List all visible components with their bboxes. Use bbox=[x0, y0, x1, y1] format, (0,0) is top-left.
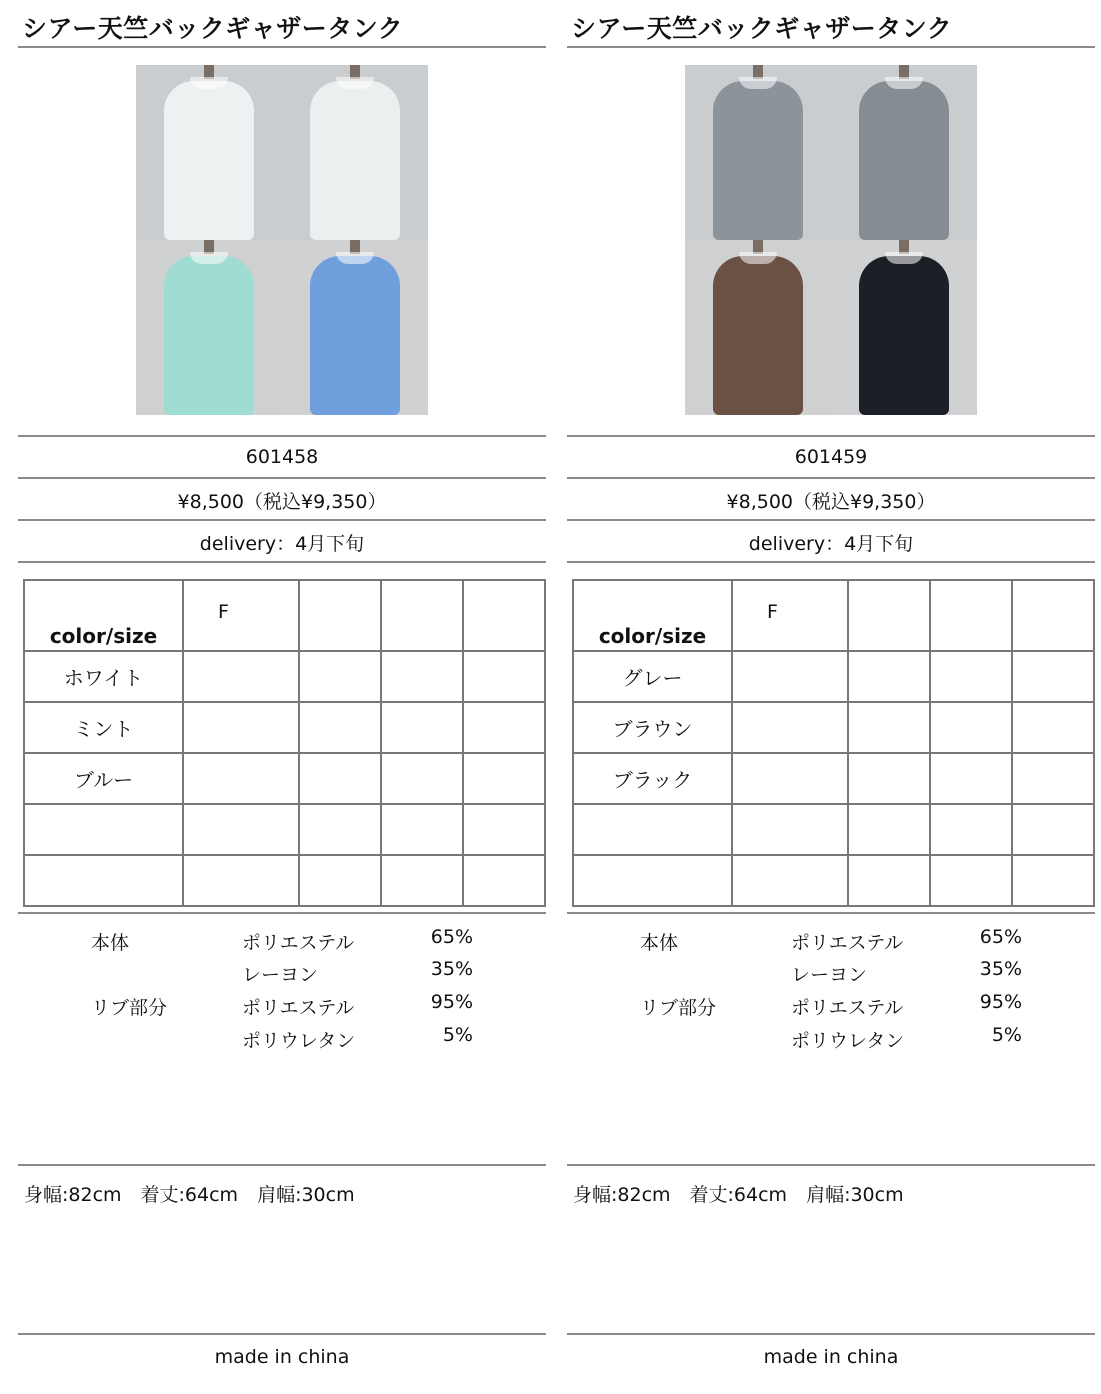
color-cell bbox=[24, 855, 183, 906]
quantity-cell bbox=[381, 753, 463, 804]
quantity-cell bbox=[463, 753, 545, 804]
size-header-cell bbox=[381, 580, 463, 651]
material-part: リブ部分 bbox=[640, 997, 717, 1019]
table-row bbox=[24, 651, 545, 702]
divider bbox=[18, 46, 546, 48]
product-sheet-right bbox=[567, 0, 1095, 1394]
quantity-cell bbox=[381, 702, 463, 753]
garment-shape bbox=[859, 81, 949, 240]
quantity-cell bbox=[930, 702, 1012, 753]
color-cell: ブラック bbox=[573, 753, 732, 804]
material-percent: 65% bbox=[430, 926, 473, 948]
material-name: レーヨン bbox=[242, 964, 319, 986]
quantity-cell bbox=[732, 702, 848, 753]
size-header-cell bbox=[930, 580, 1012, 651]
quantity-cell bbox=[1012, 753, 1094, 804]
quantity-cell bbox=[183, 855, 299, 906]
garment-shape bbox=[859, 256, 949, 415]
quantity-cell bbox=[183, 651, 299, 702]
size-header-cell bbox=[463, 580, 545, 651]
quantity-cell bbox=[732, 753, 848, 804]
garment-shape bbox=[713, 256, 803, 415]
quantity-cell bbox=[848, 855, 930, 906]
material-percent: 35% bbox=[979, 958, 1022, 980]
color-cell: ホワイト bbox=[24, 651, 183, 702]
color-size-header: color/size bbox=[24, 580, 183, 651]
divider bbox=[567, 46, 1095, 48]
product-photo-blue-front bbox=[282, 240, 428, 415]
quantity-cell bbox=[463, 702, 545, 753]
divider bbox=[18, 1164, 546, 1166]
table-row bbox=[24, 855, 545, 906]
product-photo-grey-back bbox=[831, 65, 977, 240]
garment-shape bbox=[713, 81, 803, 240]
quantity-cell bbox=[930, 804, 1012, 855]
quantity-cell bbox=[299, 855, 381, 906]
divider bbox=[18, 561, 546, 563]
material-name: ポリウレタン bbox=[242, 1030, 356, 1052]
material-name: ポリエステル bbox=[242, 997, 355, 1019]
material-part: 本体 bbox=[91, 932, 130, 954]
neckline bbox=[885, 252, 923, 264]
table-header-row bbox=[24, 580, 545, 651]
divider bbox=[567, 435, 1095, 437]
color-size-header: color/size bbox=[573, 580, 732, 651]
divider bbox=[18, 912, 546, 914]
quantity-cell bbox=[930, 753, 1012, 804]
quantity-cell bbox=[732, 804, 848, 855]
size-header-cell bbox=[848, 580, 930, 651]
color-cell bbox=[573, 855, 732, 906]
material-part: 本体 bbox=[640, 932, 679, 954]
divider bbox=[18, 477, 546, 479]
material-percent: 65% bbox=[979, 926, 1022, 948]
material-percent: 35% bbox=[430, 958, 473, 980]
garment-shape bbox=[310, 256, 400, 415]
material-percent: 95% bbox=[979, 991, 1022, 1013]
size-header-cell: F bbox=[732, 580, 848, 651]
product-sheet-left bbox=[18, 0, 546, 1394]
table-row bbox=[573, 804, 1094, 855]
divider bbox=[18, 435, 546, 437]
quantity-cell bbox=[848, 753, 930, 804]
color-cell: ブラウン bbox=[573, 702, 732, 753]
product-photo-black-front bbox=[831, 240, 977, 415]
quantity-cell bbox=[463, 855, 545, 906]
quantity-cell bbox=[381, 651, 463, 702]
product-photo-grey-front bbox=[685, 65, 831, 240]
product-price: ¥8,500（税込¥9,350） bbox=[726, 491, 936, 513]
quantity-cell bbox=[381, 804, 463, 855]
table-row bbox=[24, 753, 545, 804]
color-size-table bbox=[572, 579, 1095, 907]
table-row bbox=[24, 702, 545, 753]
garment-shape bbox=[164, 81, 254, 240]
quantity-cell bbox=[732, 855, 848, 906]
quantity-cell bbox=[299, 804, 381, 855]
divider bbox=[567, 477, 1095, 479]
divider bbox=[18, 519, 546, 521]
material-name: ポリエステル bbox=[242, 932, 355, 954]
neckline bbox=[190, 77, 228, 89]
table-row bbox=[573, 702, 1094, 753]
quantity-cell bbox=[183, 702, 299, 753]
color-cell: ミント bbox=[24, 702, 183, 753]
quantity-cell bbox=[1012, 855, 1094, 906]
table-row bbox=[573, 651, 1094, 702]
material-part: リブ部分 bbox=[91, 997, 168, 1019]
quantity-cell bbox=[183, 804, 299, 855]
quantity-cell bbox=[381, 855, 463, 906]
quantity-cell bbox=[463, 804, 545, 855]
quantity-cell bbox=[848, 702, 930, 753]
color-cell bbox=[573, 804, 732, 855]
product-photo-grid bbox=[685, 65, 977, 415]
divider bbox=[567, 519, 1095, 521]
product-price: ¥8,500（税込¥9,350） bbox=[177, 491, 387, 513]
garment-shape bbox=[164, 256, 254, 415]
quantity-cell bbox=[1012, 804, 1094, 855]
quantity-cell bbox=[183, 753, 299, 804]
delivery-info: delivery：4月下旬 bbox=[748, 533, 914, 555]
color-size-table bbox=[23, 579, 546, 907]
table-header-row bbox=[573, 580, 1094, 651]
measurements: 身幅:82cm 着丈:64cm 肩幅:30cm bbox=[573, 1184, 904, 1206]
material-percent: 95% bbox=[430, 991, 473, 1013]
quantity-cell bbox=[848, 804, 930, 855]
table-row bbox=[573, 855, 1094, 906]
neckline bbox=[190, 252, 228, 264]
divider bbox=[567, 1164, 1095, 1166]
quantity-cell bbox=[299, 753, 381, 804]
neckline bbox=[885, 77, 923, 89]
divider bbox=[567, 912, 1095, 914]
product-title: シアー天竺バックギャザータンク bbox=[22, 14, 404, 43]
measurements: 身幅:82cm 着丈:64cm 肩幅:30cm bbox=[24, 1184, 355, 1206]
quantity-cell bbox=[299, 651, 381, 702]
neckline bbox=[739, 77, 777, 89]
quantity-cell bbox=[732, 651, 848, 702]
divider bbox=[567, 561, 1095, 563]
divider bbox=[567, 1333, 1095, 1335]
material-name: レーヨン bbox=[791, 964, 868, 986]
product-photo-white-back bbox=[282, 65, 428, 240]
quantity-cell bbox=[1012, 702, 1094, 753]
origin: made in china bbox=[763, 1346, 899, 1368]
neckline bbox=[739, 252, 777, 264]
garment-shape bbox=[310, 81, 400, 240]
table-row bbox=[24, 804, 545, 855]
material-name: ポリエステル bbox=[791, 932, 904, 954]
color-cell: グレー bbox=[573, 651, 732, 702]
product-title: シアー天竺バックギャザータンク bbox=[571, 14, 953, 43]
quantity-cell bbox=[299, 702, 381, 753]
neckline bbox=[336, 77, 374, 89]
divider bbox=[18, 1333, 546, 1335]
material-name: ポリエステル bbox=[791, 997, 904, 1019]
color-cell bbox=[24, 804, 183, 855]
size-header-cell: F bbox=[183, 580, 299, 651]
product-code: 601459 bbox=[794, 446, 868, 468]
product-photo-mint-front bbox=[136, 240, 282, 415]
material-percent: 5% bbox=[442, 1024, 473, 1046]
quantity-cell bbox=[463, 651, 545, 702]
product-code: 601458 bbox=[245, 446, 319, 468]
product-photo-white-front bbox=[136, 65, 282, 240]
quantity-cell bbox=[848, 651, 930, 702]
quantity-cell bbox=[1012, 651, 1094, 702]
product-photo-brown-front bbox=[685, 240, 831, 415]
size-header-cell bbox=[1012, 580, 1094, 651]
material-name: ポリウレタン bbox=[791, 1030, 905, 1052]
size-header-cell bbox=[299, 580, 381, 651]
neckline bbox=[336, 252, 374, 264]
quantity-cell bbox=[930, 651, 1012, 702]
color-cell: ブルー bbox=[24, 753, 183, 804]
quantity-cell bbox=[930, 855, 1012, 906]
origin: made in china bbox=[214, 1346, 350, 1368]
delivery-info: delivery：4月下旬 bbox=[199, 533, 365, 555]
product-photo-grid bbox=[136, 65, 428, 415]
table-row bbox=[573, 753, 1094, 804]
material-percent: 5% bbox=[991, 1024, 1022, 1046]
